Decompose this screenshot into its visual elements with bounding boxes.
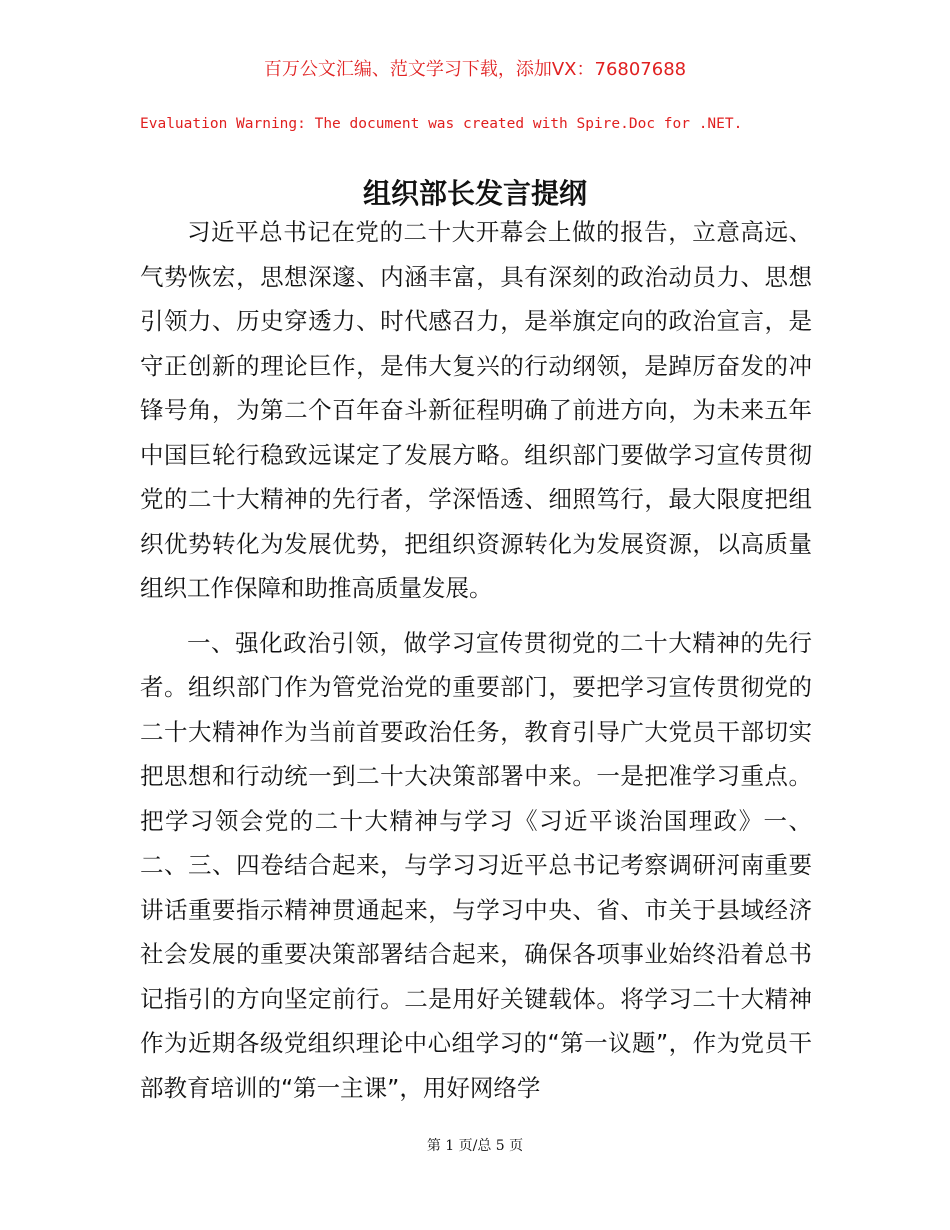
document-title: 组织部长发言提纲 [362, 176, 587, 210]
paragraph-section-one: 一、强化政治引领，做学习宣传贯彻党的二十大精神的先行者。组织部门作为管党治党的重要部门，要把学习宣传贯彻党的二十大精神作为当前首要政治任务，教育引导广大党员干部切实把思想和行动统一到二十大决策部署中来。一是把准学习重点。把学习领会党的二十大精神与学习《习近平谈治国理政》一、二、三、四卷结合起来，与学习习近平总书记考察调研河南重要讲话重要指示精神贯通起来，与学习中央、省、市关于县域经济社会发展的重要决策部署结合起来，确保各项事业始终沿着总书记指引的方向坚定前行。二是用好关键载体。将学习二十大精神作为近期各级党组织理论中心组学习的“第一议题”，作为党员干部教育培训的“第一主课”，用好网络学 [140, 628, 812, 1102]
evaluation-warning: Evaluation Warning: The document was created with Spire.Doc for .NET. [140, 116, 743, 132]
document-body [140, 210, 812, 1110]
page-number-footer: 第 1 页/总 5 页 [426, 1138, 524, 1154]
header-banner: 百万公文汇编、范文学习下载，添加VX：76807688 [263, 59, 687, 80]
paragraph-intro: 习近平总书记在党的二十大开幕会上做的报告，立意高远、气势恢宏，思想深邃、内涵丰富，具有深刻的政治动员力、思想引领力、历史穿透力、时代感召力，是举旗定向的政治宣言，是守正创新的理论巨作，是伟大复兴的行动纲领，是踔厉奋发的冲锋号角，为第二个百年奋斗新征程明确了前进方向，为未来五年中国巨轮行稳致远谋定了发展方略。组织部门要做学习宣传贯彻党的二十大精神的先行者，学深悟透、细照笃行，最大限度把组织优势转化为发展优势，把组织资源转化为发展资源，以高质量组织工作保障和助推高质量发展。 [140, 218, 812, 602]
